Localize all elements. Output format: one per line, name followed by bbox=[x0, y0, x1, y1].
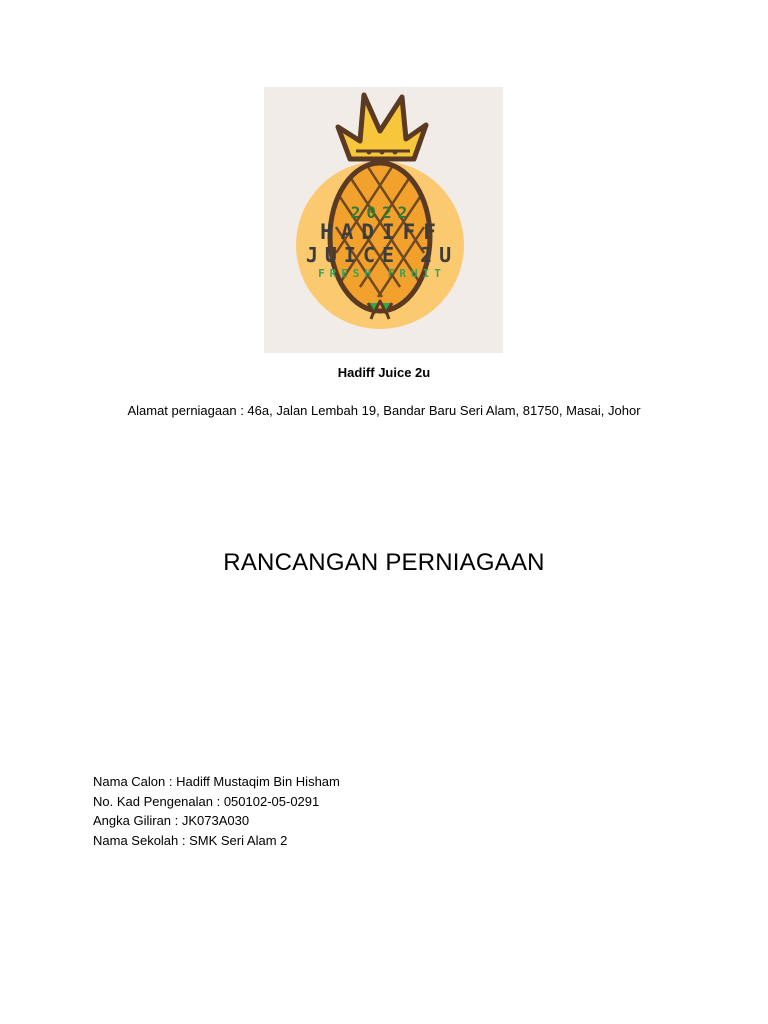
business-name: Hadiff Juice 2u bbox=[337, 365, 431, 380]
candidate-school: Nama Sekolah : SMK Seri Alam 2 bbox=[93, 832, 288, 848]
logo-image bbox=[264, 87, 503, 353]
logo-name-line2: JUICE 2U bbox=[305, 243, 459, 267]
candidate-index-number: Angka Giliran : JK073A030 bbox=[93, 813, 250, 828]
business-address: Alamat perniagaan : 46a, Jalan Lembah 19, Bandar Baru Seri Alam, 81750, Masai, Johor bbox=[127, 403, 641, 418]
pineapple-icon bbox=[264, 87, 503, 353]
candidate-ic-number: No. Kad Pengenalan : 050102-05-0291 bbox=[93, 793, 320, 809]
document-title: RANCANGAN PERNIAGAAN bbox=[223, 549, 545, 576]
logo-name-line1: HADIFF bbox=[320, 220, 444, 244]
logo-tagline: FRESH FRUIT bbox=[318, 267, 446, 280]
logo-year: 2022 bbox=[350, 203, 414, 222]
candidate-name: Nama Calon : Hadiff Mustaqim Bin Hisham bbox=[93, 774, 340, 789]
candidate-details bbox=[93, 772, 340, 850]
